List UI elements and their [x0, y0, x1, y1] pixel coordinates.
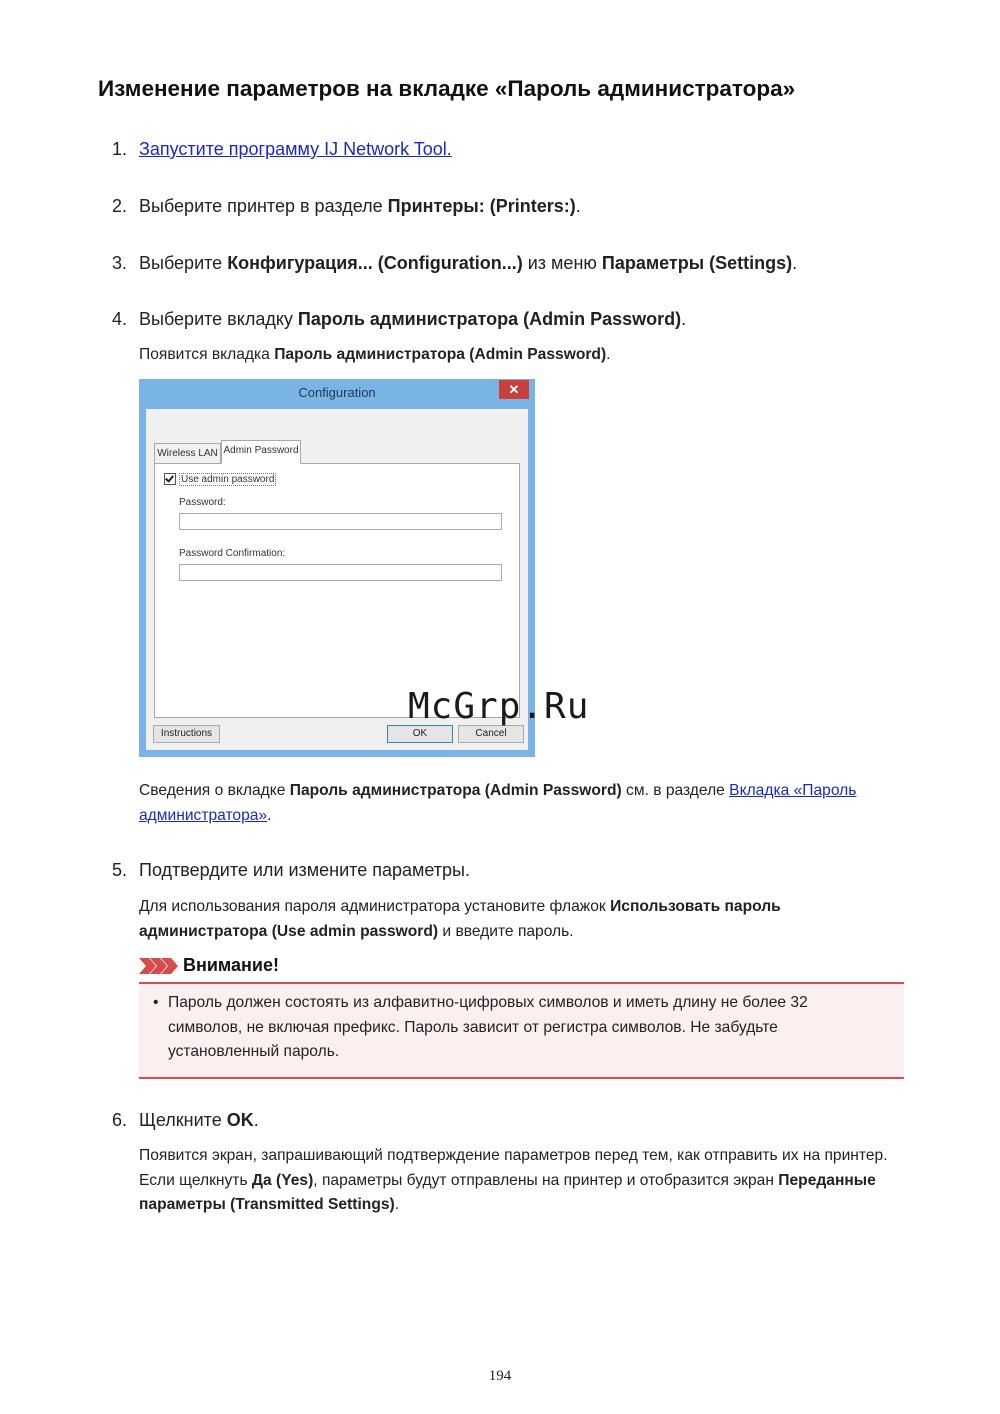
note-bold: Использовать пароль администратора (Use admin password)	[139, 898, 781, 940]
step-bold: Пароль администратора (Admin Password)	[297, 309, 682, 329]
password-input[interactable]	[179, 513, 502, 530]
password-label: Password:	[179, 497, 226, 508]
admin-password-info	[139, 779, 904, 828]
note-text: Появится экран, запрашивающий подтверждение параметров перед тем, как отправить их на принтер. Если щелкнуть	[139, 1147, 888, 1189]
password-confirmation-input[interactable]	[179, 564, 502, 581]
ok-button[interactable]: OK	[387, 725, 453, 743]
note-text: .	[606, 346, 611, 363]
note-text: .	[394, 1196, 400, 1213]
page-title: Изменение параметров на вкладке «Пароль администратора»	[98, 76, 796, 101]
step-5-note	[139, 895, 904, 944]
tab-admin-password[interactable]: Admin Password	[221, 440, 301, 464]
step-3	[112, 253, 797, 274]
step-text: .	[681, 309, 687, 329]
step-5	[112, 860, 470, 881]
dialog-titlebar	[139, 379, 535, 409]
step-bold: Конфигурация... (Configuration...)	[227, 253, 523, 273]
step-6-note	[139, 1144, 904, 1218]
step-text: Выберите вкладку	[139, 309, 298, 329]
step-bold: Параметры (Settings)	[601, 253, 793, 273]
step-number: 2.	[112, 196, 128, 216]
note-bold: Да (Yes)	[251, 1171, 314, 1189]
password-confirmation-label: Password Confirmation:	[179, 548, 286, 559]
note-text: , параметры будут отправлены на принтер и отобразится экран	[313, 1171, 779, 1189]
step-4	[112, 309, 686, 330]
info-bold: Пароль администратора (Admin Password)	[289, 782, 622, 799]
step-text: из меню	[522, 253, 602, 273]
step-text: .	[792, 253, 798, 273]
info-text: см. в разделе	[621, 782, 730, 799]
caution-heading	[139, 955, 279, 976]
step-number: 3.	[112, 253, 128, 273]
step-number: 4.	[112, 309, 128, 329]
step-bold: OK	[226, 1110, 254, 1130]
step-text: .	[575, 196, 581, 216]
step-4-note	[139, 343, 904, 368]
note-bold: Переданные параметры (Transmitted Settings)	[139, 1171, 876, 1213]
page-number: 194	[488, 1368, 512, 1384]
note-text: и введите пароль.	[438, 922, 574, 940]
info-text: Сведения о вкладке	[139, 782, 290, 799]
caution-text: Пароль должен состоять из алфавитно-цифровых символов и иметь длину не более 32 символов, не включая префикс. Пароль зависит от регистра символов. Не забудьте установленный пароль.	[168, 994, 808, 1060]
note-text: Появится вкладка	[139, 346, 275, 363]
step-number: 5.	[112, 860, 128, 880]
use-admin-password-label: Use admin password	[181, 473, 275, 485]
step-text: Щелкните	[139, 1110, 227, 1130]
step-number: 6.	[112, 1110, 128, 1130]
step-text: Подтвердите или измените параметры.	[139, 860, 470, 880]
caution-arrows-icon	[139, 958, 179, 974]
note-text: Для использования пароля администратора установите флажок	[139, 898, 611, 915]
step-text: .	[253, 1110, 259, 1130]
caution-box	[139, 982, 904, 1079]
dialog-title: Configuration	[298, 385, 376, 400]
use-admin-password-row[interactable]	[164, 473, 276, 485]
info-text: .	[267, 806, 272, 824]
use-admin-password-checkbox[interactable]	[164, 473, 176, 485]
close-icon[interactable]: ✕	[499, 380, 529, 399]
step-text: Выберите принтер в разделе	[139, 196, 388, 216]
watermark: McGrp.Ru	[408, 686, 590, 727]
cancel-button[interactable]: Cancel	[458, 725, 524, 743]
bullet: •	[153, 994, 159, 1011]
instructions-button[interactable]: Instructions	[153, 725, 220, 743]
admin-password-tab-link[interactable]: Вкладка «Пароль администратора»	[139, 782, 857, 824]
launch-ij-network-tool-link[interactable]: Запустите программу IJ Network Tool.	[139, 139, 452, 159]
step-text: Выберите	[139, 253, 228, 273]
step-2	[112, 196, 581, 217]
step-bold: Принтеры: (Printers:)	[387, 196, 576, 216]
note-bold: Пароль администратора (Admin Password)	[274, 346, 607, 363]
step-6	[112, 1110, 259, 1131]
step-1	[112, 139, 452, 160]
tab-wireless-lan[interactable]: Wireless LAN	[154, 443, 221, 463]
step-number: 1.	[112, 139, 128, 159]
caution-title: Внимание!	[183, 955, 279, 975]
caution-item	[153, 991, 868, 1065]
